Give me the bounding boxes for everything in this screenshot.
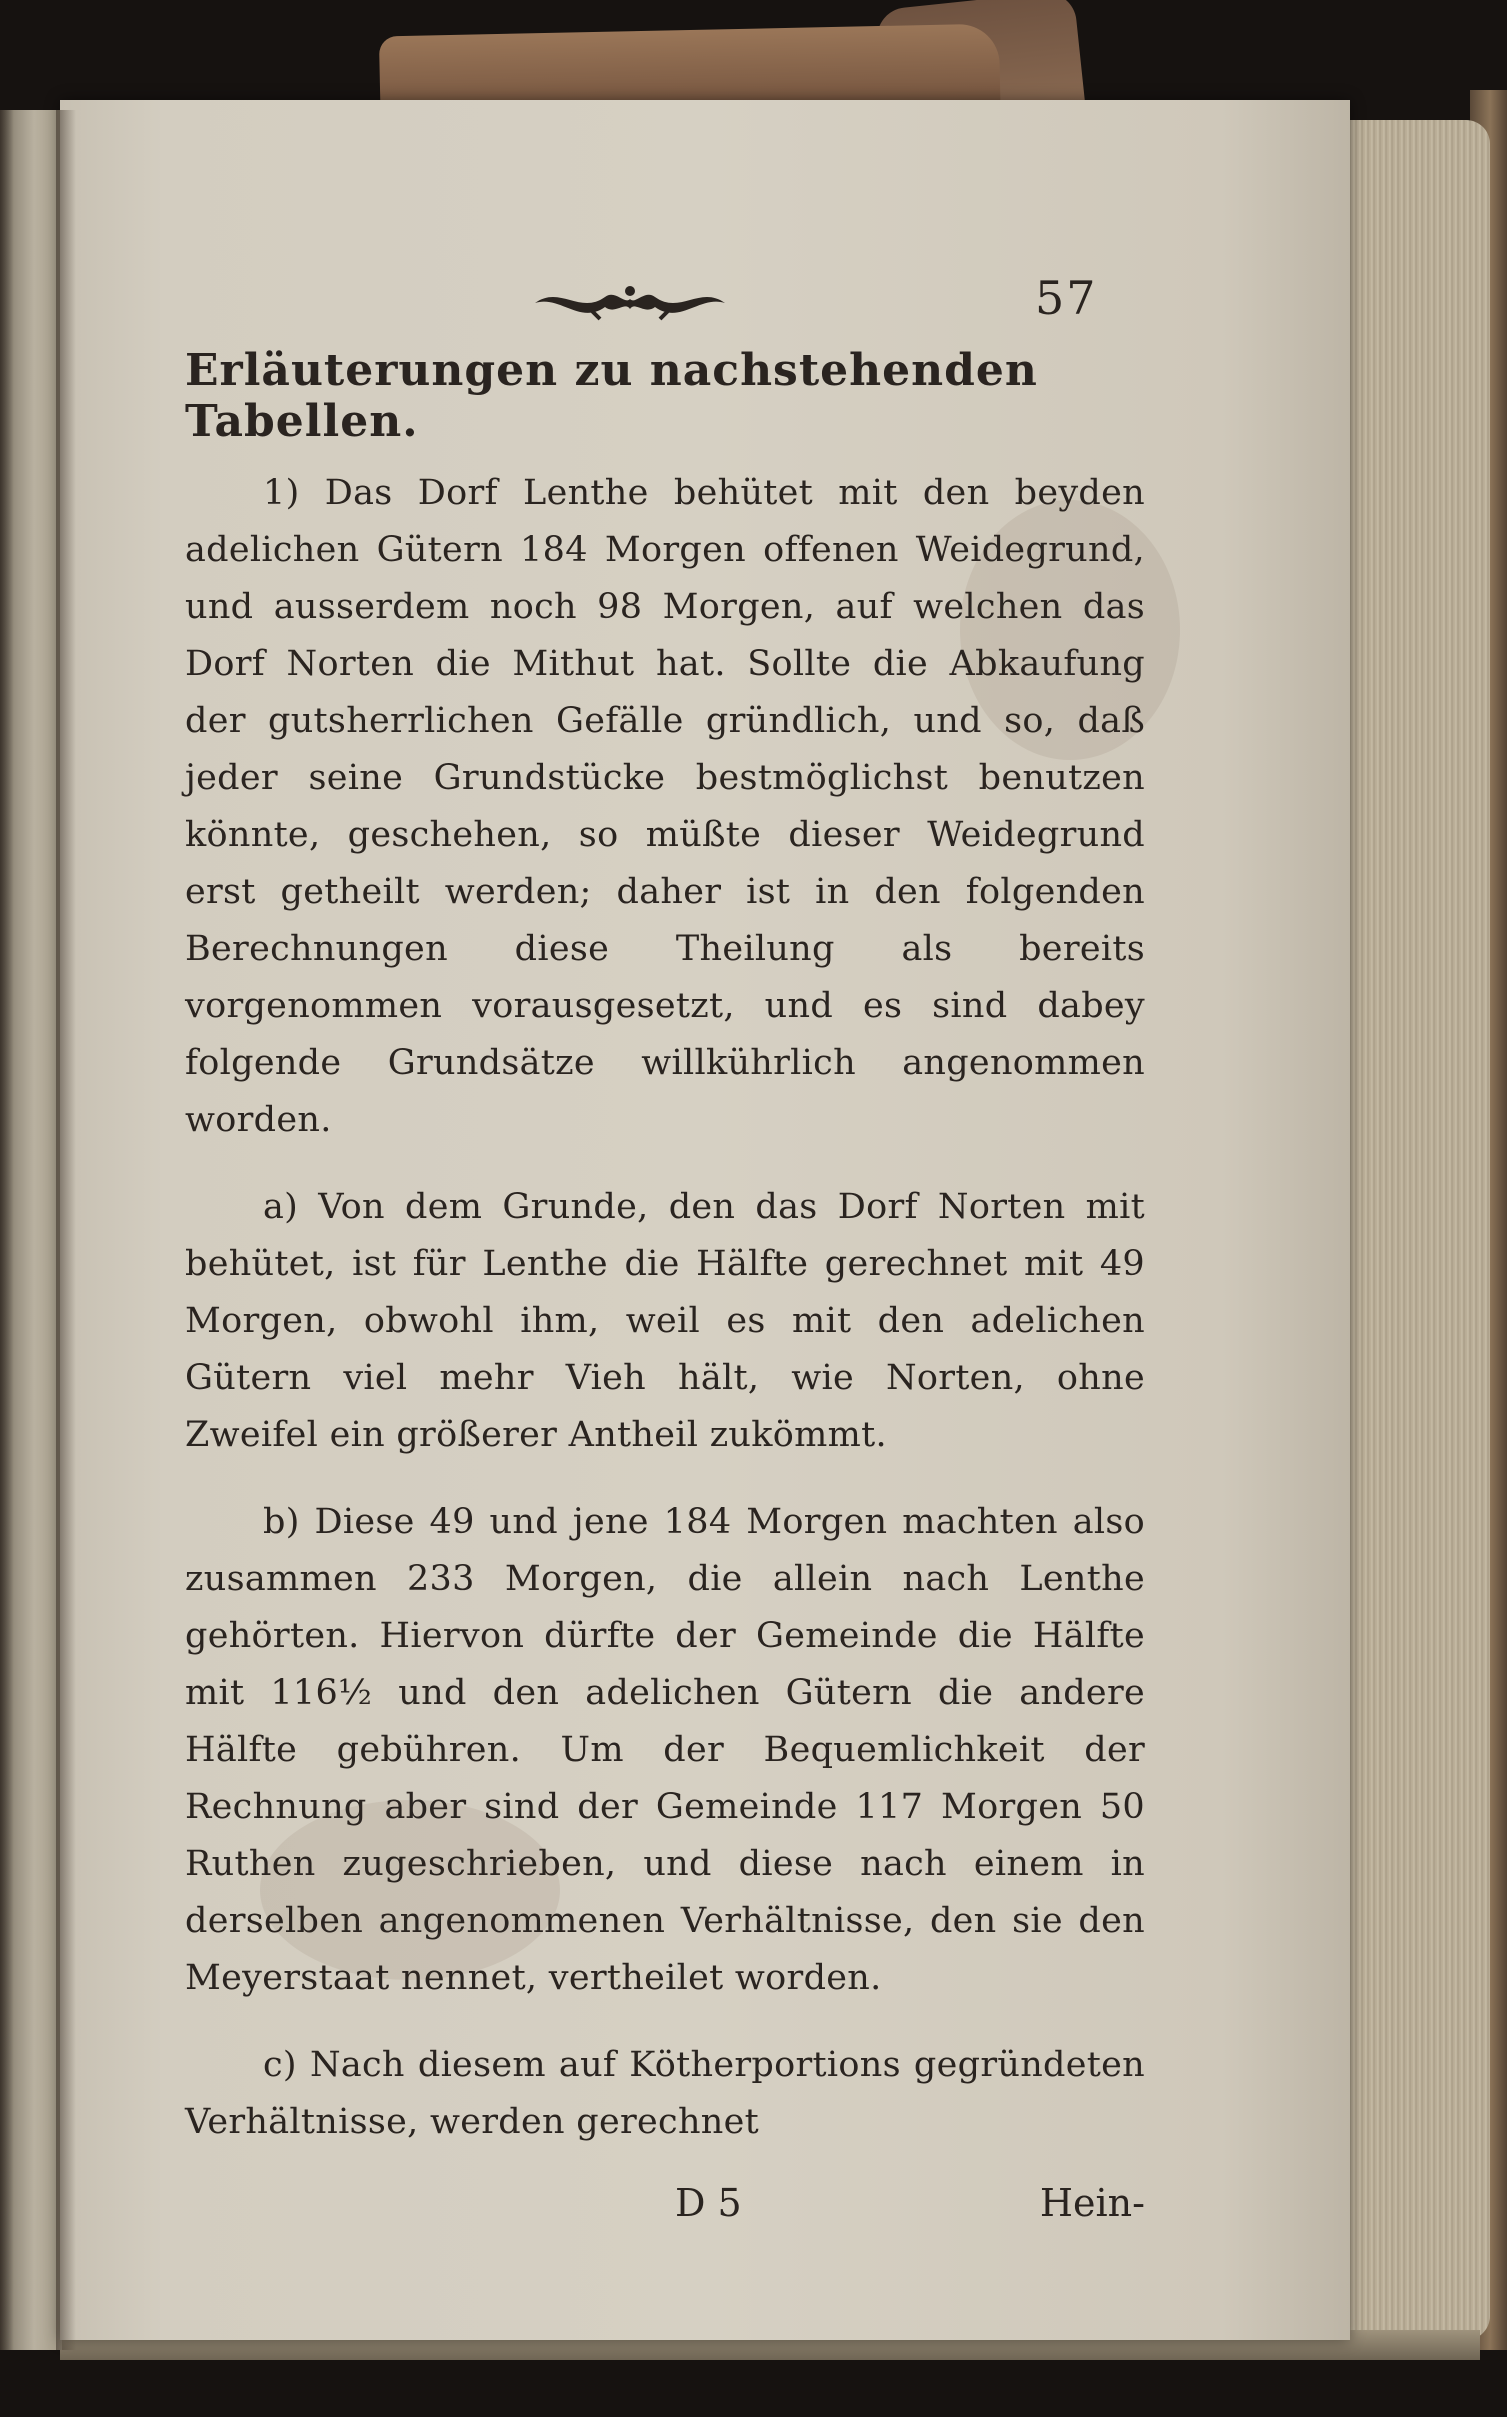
paragraph-b: b) Diese 49 und jene 184 Morgen machten also zusammen 233 Morgen, die allein nach Lenthe gehörten. Hiervon dürfte der Gemeinde die Hälfte mit 116½ und den adelichen Gütern die andere Hälfte gebühren. Um der Bequemlichkeit der Rechnung aber sind der Gemeinde 117 Morgen 50 Ruthen zugeschrieben, und diese nach einem in derselben angenommenen Verhältnisse, den sie den Meyerstaat nennet, vertheilet worden. (185, 1502, 1145, 1998)
signature-mark: D 5 (675, 2181, 742, 2225)
page-footer (185, 2181, 1145, 2251)
spine-gutter (56, 110, 76, 2350)
left-edge-shadow (0, 110, 14, 2350)
paragraph-1: 1) Das Dorf Lenthe behütet mit den beyden adelichen Gütern 184 Morgen offenen Weidegrund, und ausserdem noch 98 Morgen, auf welchen das Dorf Norten die Mithut hat. Sollte die Abkaufung der gutsherrlichen Gefälle gründlich, und so, daß jeder seine Grundstücke bestmöglichst benutzen könnte, geschehen, so müßte dieser Weidegrund erst getheilt werden; daher ist in den folgenden Berechnungen diese Theilung als bereits vorgenommen vorausgesetzt, und es sind dabey folgende Grundsätze willkührlich angenommen worden. (185, 473, 1145, 1140)
paragraph-a: a) Von dem Grunde, den das Dorf Norten mit behütet, ist für Lenthe die Hälfte gerechnet mit 49 Morgen, obwohl ihm, weil es mit den adelichen Gütern viel mehr Vieh hält, wie Norten, ohne Zweifel ein größerer Antheil zukömmt. (185, 1187, 1145, 1455)
running-header (185, 265, 1145, 335)
text-block (185, 265, 1145, 2251)
section-heading: Erläuterungen zu nachstehenden Tabellen. (185, 345, 1038, 447)
page-number: 57 (1035, 271, 1098, 325)
catchword: Hein- (1039, 2181, 1145, 2225)
paragraph-c: c) Nach diesem auf Kötherportions gegründeten Verhältnisse, werden gerechnet (185, 2045, 1145, 2142)
printer-ornament-icon (530, 275, 730, 325)
page-block-edges (1340, 120, 1490, 2340)
